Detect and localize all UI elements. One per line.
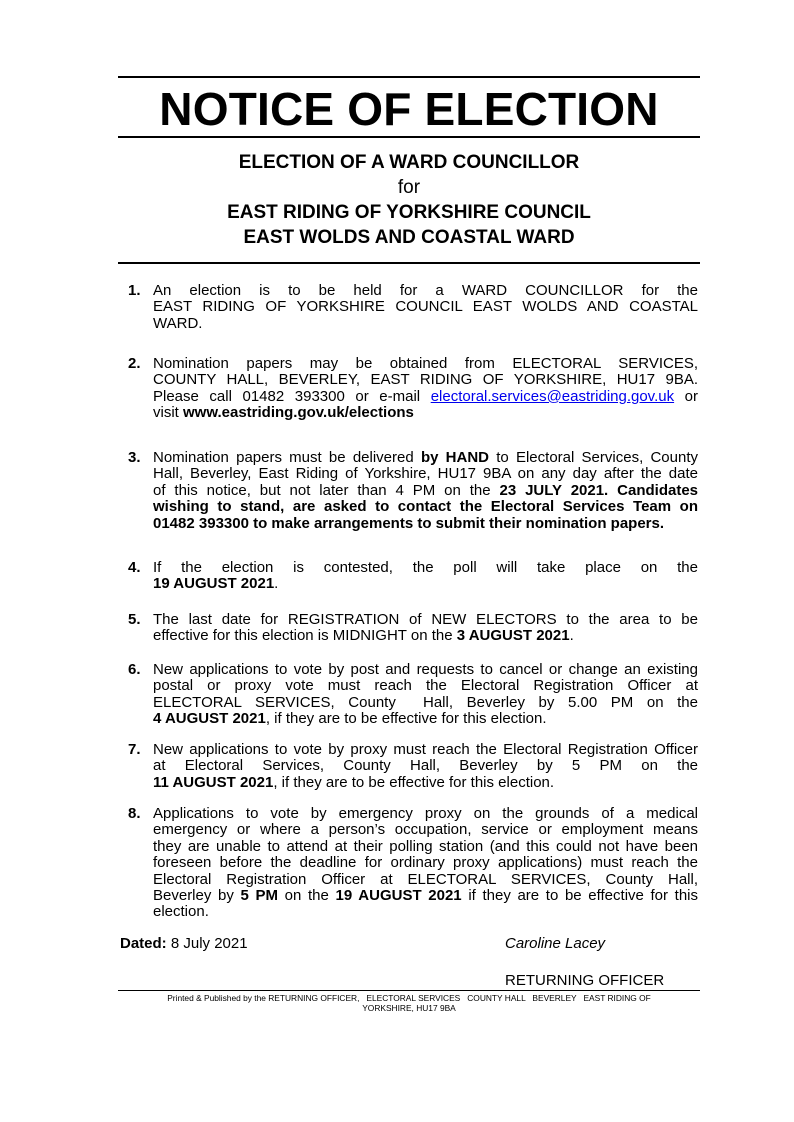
item-text: wishing to stand, are asked to contact the Electoral Services Team on	[153, 498, 698, 516]
council-name: EAST RIDING OF YORKSHIRE COUNCIL	[227, 202, 591, 223]
item-text: Please call 01482 393300 or e-mail	[153, 387, 421, 405]
registration-date: 3 AUGUST 2021	[456, 627, 570, 645]
item-text	[153, 888, 698, 904]
item-text: WARD.	[153, 314, 203, 332]
item-text: on the	[284, 887, 329, 905]
dated-label: Dated:	[120, 935, 167, 952]
item-text: they are unable to attend at their polling station (and this could not have been	[153, 837, 698, 855]
proxy-deadline-date: 11 AUGUST 2021	[153, 773, 274, 791]
item-text: Beverley by	[153, 887, 234, 905]
item-text: Hall, Beverley, East Riding of Yorkshire, HU17 9BA on any day after the date	[153, 465, 698, 483]
item-text: postal or proxy vote must reach the Electoral Registration Officer at	[153, 677, 698, 695]
item-text	[153, 483, 698, 499]
footer-rule	[118, 990, 700, 991]
item-text: , if they are to be effective for this election.	[265, 710, 547, 728]
deadline-date: 23 JULY 2021.	[499, 481, 609, 499]
item-text: visit	[153, 404, 179, 422]
item-number: 5.	[128, 611, 141, 628]
item-text: at Electoral Services, County Hall, Beverley by 5 PM on the	[153, 757, 698, 775]
item-text: EAST RIDING OF YORKSHIRE COUNCIL EAST WOLDS AND COASTAL	[153, 298, 698, 316]
item-text: effective for this election is MIDNIGHT on the 3 AUGUST 2021.	[153, 627, 574, 645]
dated-value: 8 July 2021	[170, 935, 248, 952]
item-number: 8.	[128, 805, 141, 822]
item-text: foreseen before the deadline for ordinary proxy applications) must reach the	[153, 854, 698, 872]
item-text: Applications to vote by emergency proxy on the grounds of a medical	[153, 805, 698, 822]
item-text: Candidates	[617, 481, 699, 499]
item-text: 01482 393300 to make arrangements to submit their nomination papers.	[153, 514, 665, 532]
item-text: 19 AUGUST 2021.	[153, 575, 279, 593]
title-rule	[118, 136, 700, 138]
item-text: election.	[153, 903, 209, 921]
top-rule	[118, 76, 700, 78]
email-link[interactable]: electoral.services@eastriding.gov.uk	[430, 387, 675, 405]
item-text: New applications to vote by proxy must reach the Electoral Registration Officer	[153, 741, 698, 758]
item-text: or	[684, 387, 698, 405]
ward-name: EAST WOLDS AND COASTAL WARD	[243, 227, 575, 248]
item-text: Nomination papers may be obtained from ELECTORAL SERVICES,	[153, 355, 698, 372]
item-number: 7.	[128, 741, 141, 758]
postal-deadline-date: 4 AUGUST 2021	[153, 710, 266, 728]
item-number: 6.	[128, 661, 141, 678]
header-rule	[118, 262, 700, 264]
poll-date: 19 AUGUST 2021	[153, 575, 275, 593]
item-text: COUNTY HALL, BEVERLEY, EAST RIDING OF YORKSHIRE, HU17 9BA.	[153, 371, 698, 389]
item-text: effective for this election is MIDNIGHT on the	[153, 627, 453, 645]
item-number: 3.	[128, 449, 141, 466]
signatory-role: RETURNING OFFICER	[505, 972, 665, 989]
item-number: 2.	[128, 355, 141, 372]
item-text: to Electoral Services, County	[496, 449, 698, 466]
imprint	[118, 993, 700, 1013]
item-text: if they are to be effective for this	[468, 887, 699, 905]
item-number: 1.	[128, 282, 141, 299]
imprint-line: YORKSHIRE, HU17 9BA	[362, 1003, 456, 1013]
item-number: 4.	[128, 559, 141, 576]
item-text: , if they are to be effective for this election.	[273, 773, 555, 791]
emergency-time: 5 PM	[240, 887, 279, 905]
item-text: of this notice, but not later than 4 PM on the	[153, 481, 491, 499]
item-text	[153, 405, 698, 421]
item-text: Nomination papers must be delivered	[153, 449, 414, 466]
item-text: If the election is contested, the poll will take place on the	[153, 559, 698, 576]
for-label: for	[397, 177, 421, 198]
item-text	[153, 775, 698, 791]
signatory-name: Caroline Lacey	[505, 935, 606, 952]
item-text: An election is to be held for a WARD COUNCILLOR for the	[153, 282, 698, 299]
item-text	[153, 450, 698, 466]
item-text	[153, 711, 698, 727]
notice-title: NOTICE OF ELECTION	[159, 83, 659, 135]
imprint-line: Printed & Published by the RETURNING OFFICER, ELECTORAL SERVICES COUNTY HALL BEVERLEY EAST RIDING OF	[167, 993, 651, 1003]
item-text: emergency or where a person’s occupation, service or employment means	[153, 821, 698, 839]
election-type: ELECTION OF A WARD COUNCILLOR	[238, 152, 580, 173]
item-text: Electoral Registration Officer at ELECTORAL SERVICES, County Hall,	[153, 870, 698, 888]
item-text	[153, 389, 698, 405]
emergency-date: 19 AUGUST 2021	[335, 887, 462, 905]
item-text: The last date for REGISTRATION of NEW ELECTORS to the area to be	[153, 611, 698, 628]
item-text: ELECTORAL SERVICES, County Hall, Beverley by 5.00 PM on the	[153, 693, 698, 711]
item-text: New applications to vote by post and requests to cancel or change an existing	[153, 661, 698, 678]
dated-line	[120, 935, 248, 953]
website-url: www.eastriding.gov.uk/elections	[183, 404, 414, 422]
emphasis: by HAND	[420, 449, 489, 466]
